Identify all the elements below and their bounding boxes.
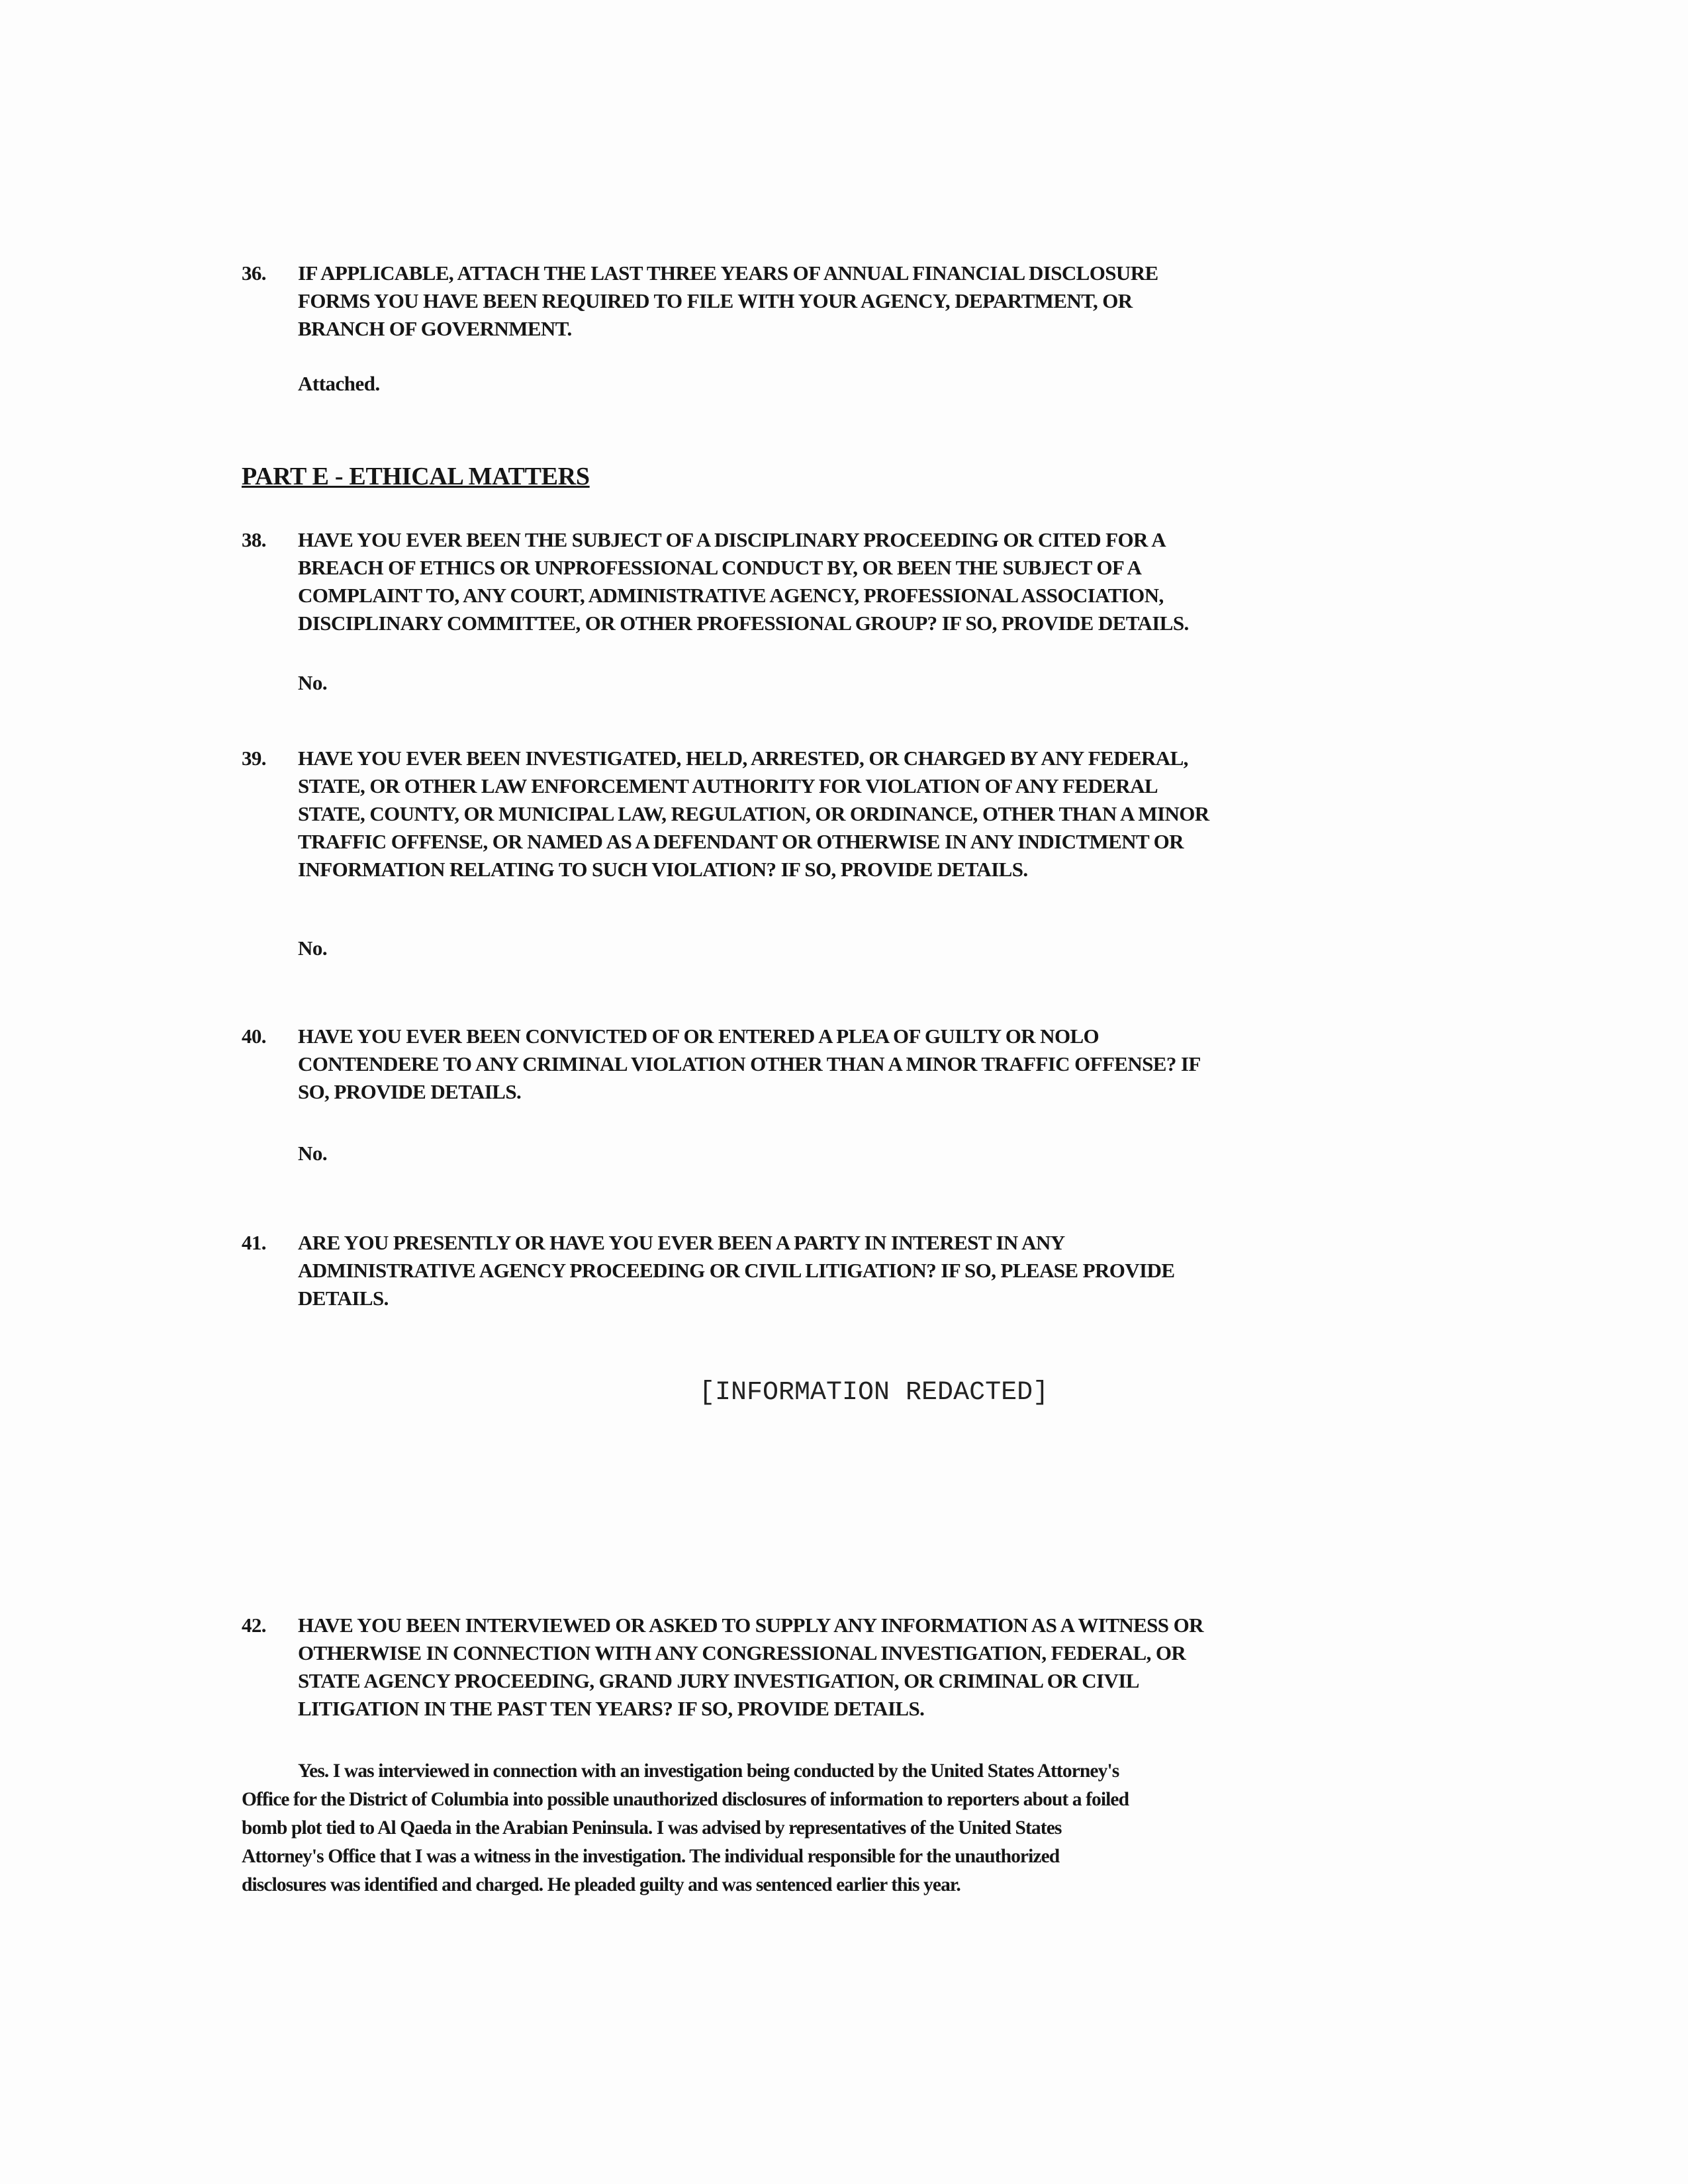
question-line: INFORMATION RELATING TO SUCH VIOLATION? IF SO, PROVIDE DETAILS. — [298, 858, 1028, 881]
answer-40: No. — [298, 1142, 328, 1165]
question-number: 38. — [242, 528, 266, 551]
answer-line: Office for the District of Columbia into possible unauthorized disclosures of information to reporters about a foiled — [242, 1789, 1129, 1810]
question-number: 42. — [242, 1614, 266, 1637]
question-line: FORMS YOU HAVE BEEN REQUIRED TO FILE WITH YOUR AGENCY, DEPARTMENT, OR — [298, 289, 1133, 312]
question-line: HAVE YOU BEEN INTERVIEWED OR ASKED TO SUPPLY ANY INFORMATION AS A WITNESS OR — [298, 1614, 1203, 1637]
question-line: BREACH OF ETHICS OR UNPROFESSIONAL CONDUCT BY, OR BEEN THE SUBJECT OF A — [298, 556, 1142, 579]
question-line: TRAFFIC OFFENSE, OR NAMED AS A DEFENDANT OR OTHERWISE IN ANY INDICTMENT OR — [298, 830, 1184, 853]
question-line: DETAILS. — [298, 1287, 389, 1310]
question-line: OTHERWISE IN CONNECTION WITH ANY CONGRESSIONAL INVESTIGATION, FEDERAL, OR — [298, 1641, 1186, 1664]
question-line: IF APPLICABLE, ATTACH THE LAST THREE YEARS OF ANNUAL FINANCIAL DISCLOSURE — [298, 261, 1158, 285]
question-number: 36. — [242, 261, 266, 285]
question-line: ARE YOU PRESENTLY OR HAVE YOU EVER BEEN A PARTY IN INTEREST IN ANY — [298, 1231, 1065, 1254]
answer-line: Attorney's Office that I was a witness in the investigation. The individual responsible for the unauthorized — [242, 1846, 1060, 1867]
answer-line: Yes. I was interviewed in connection with an investigation being conducted by the United States Attorney's — [298, 1760, 1119, 1782]
answer-line: bomb plot tied to Al Qaeda in the Arabian Peninsula. I was advised by representatives of the United States — [242, 1817, 1062, 1839]
question-line: LITIGATION IN THE PAST TEN YEARS? IF SO, PROVIDE DETAILS. — [298, 1697, 925, 1720]
redacted-notice: [INFORMATION REDACTED] — [699, 1378, 1049, 1408]
question-line: ADMINISTRATIVE AGENCY PROCEEDING OR CIVIL LITIGATION? IF SO, PLEASE PROVIDE — [298, 1259, 1175, 1282]
question-line: HAVE YOU EVER BEEN INVESTIGATED, HELD, ARRESTED, OR CHARGED BY ANY FEDERAL, — [298, 747, 1188, 770]
answer-38: No. — [298, 671, 328, 694]
answer-36: Attached. — [298, 372, 380, 395]
question-line: STATE, COUNTY, OR MUNICIPAL LAW, REGULATION, OR ORDINANCE, OTHER THAN A MINOR — [298, 802, 1209, 825]
answer-line: disclosures was identified and charged. He pleaded guilty and was sentenced earlier this year. — [242, 1874, 961, 1895]
question-number: 40. — [242, 1024, 266, 1048]
answer-39: No. — [298, 936, 328, 960]
question-line: STATE, OR OTHER LAW ENFORCEMENT AUTHORITY FOR VIOLATION OF ANY FEDERAL — [298, 774, 1158, 797]
question-line: HAVE YOU EVER BEEN CONVICTED OF OR ENTERED A PLEA OF GUILTY OR NOLO — [298, 1024, 1100, 1048]
question-line: DISCIPLINARY COMMITTEE, OR OTHER PROFESSIONAL GROUP? IF SO, PROVIDE DETAILS. — [298, 612, 1189, 635]
question-line: BRANCH OF GOVERNMENT. — [298, 317, 572, 340]
answer-42 — [242, 1757, 1129, 1899]
question-line: COMPLAINT TO, ANY COURT, ADMINISTRATIVE AGENCY, PROFESSIONAL ASSOCIATION, — [298, 584, 1164, 607]
section-heading: PART E - ETHICAL MATTERS — [242, 463, 590, 490]
question-line: HAVE YOU EVER BEEN THE SUBJECT OF A DISCIPLINARY PROCEEDING OR CITED FOR A — [298, 528, 1166, 551]
question-line: STATE AGENCY PROCEEDING, GRAND JURY INVESTIGATION, OR CRIMINAL OR CIVIL — [298, 1669, 1139, 1692]
question-line: SO, PROVIDE DETAILS. — [298, 1080, 522, 1103]
question-number: 39. — [242, 747, 266, 770]
question-line: CONTENDERE TO ANY CRIMINAL VIOLATION OTHER THAN A MINOR TRAFFIC OFFENSE? IF — [298, 1052, 1201, 1075]
question-number: 41. — [242, 1231, 266, 1254]
